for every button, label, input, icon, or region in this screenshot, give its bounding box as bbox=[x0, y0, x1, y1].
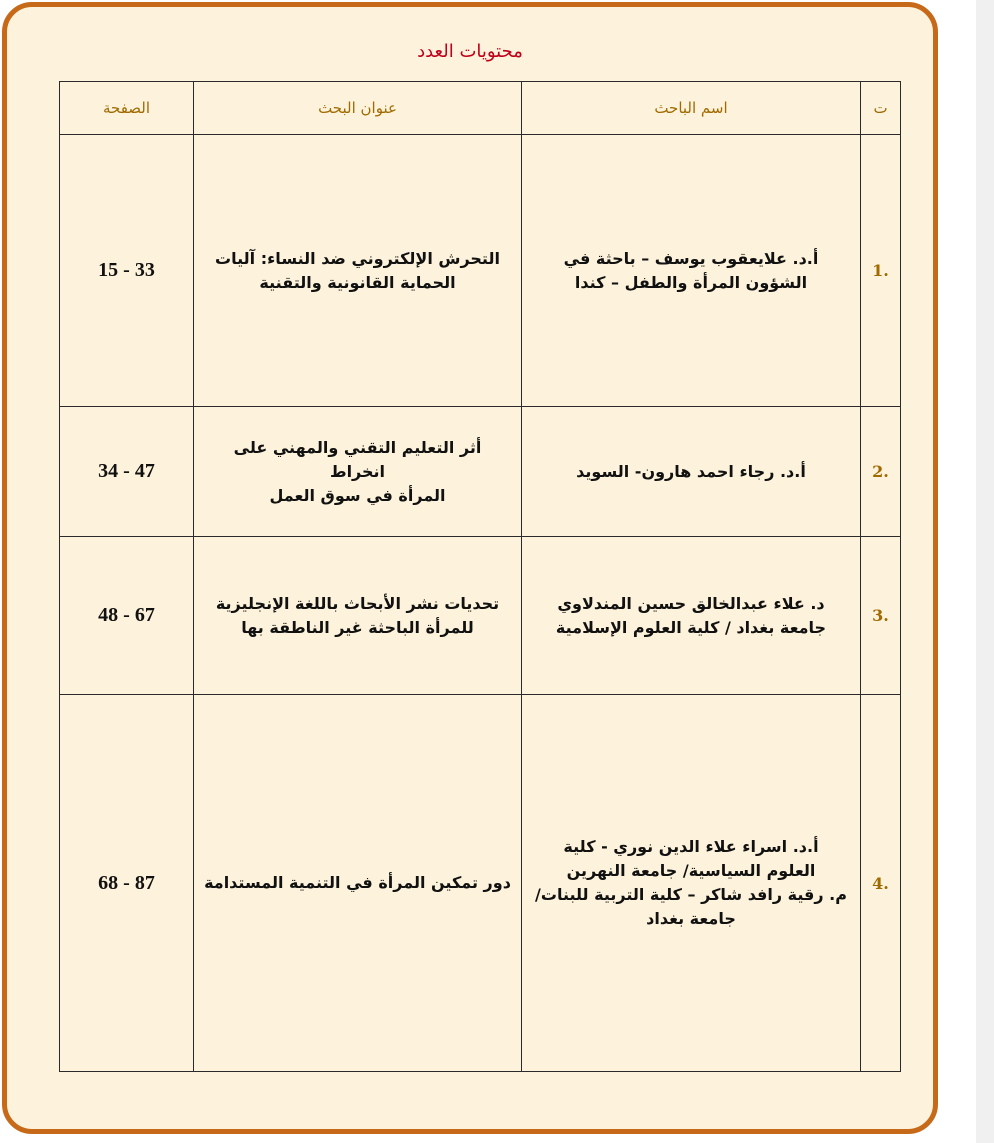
research-title bbox=[194, 695, 522, 1072]
researcher-name bbox=[522, 135, 861, 407]
title-line: المرأة في سوق العمل bbox=[269, 485, 446, 505]
header-num: ت bbox=[861, 82, 901, 135]
researcher-line: أ.د. علايعقوب يوسف – باحثة في bbox=[563, 248, 819, 268]
researcher-line: جامعة بغداد bbox=[646, 909, 736, 928]
research-title bbox=[194, 407, 522, 537]
header-pages: الصفحة bbox=[60, 82, 194, 135]
researcher-line: جامعة بغداد / كلية العلوم الإسلامية bbox=[555, 617, 827, 637]
table-row bbox=[60, 407, 901, 537]
researcher-line: د. علاء عبدالخالق حسين المندلاوي bbox=[557, 593, 825, 613]
researcher-name bbox=[522, 695, 861, 1072]
contents-table bbox=[59, 81, 901, 1072]
contents-frame bbox=[2, 2, 938, 1134]
header-researcher: اسم الباحث bbox=[522, 82, 861, 135]
title-line: دور تمكين المرأة في التنمية المستدامة bbox=[204, 873, 511, 892]
table-row bbox=[60, 695, 901, 1072]
title-line: أثر التعليم التقني والمهني على انخراط bbox=[233, 437, 482, 481]
page-range: 15 - 33 bbox=[60, 135, 194, 407]
researcher-line: أ.د. اسراء علاء الدين نوري - كلية bbox=[563, 837, 819, 856]
row-num: .2 bbox=[861, 407, 901, 537]
page-title: محتويات العدد bbox=[417, 41, 523, 62]
researcher-line: الشؤون المرأة والطفل – كندا bbox=[574, 272, 808, 292]
header-research-title: عنوان البحث bbox=[194, 82, 522, 135]
researcher-line: م. رقية رافد شاكر – كلية التربية للبنات/ bbox=[535, 885, 847, 904]
table-row bbox=[60, 135, 901, 407]
researcher-name bbox=[522, 407, 861, 537]
table-header-row bbox=[60, 82, 901, 135]
title-line: الحماية القانونية والتقنية bbox=[259, 272, 456, 292]
title-line: التحرش الإلكتروني ضد النساء: آليات bbox=[215, 248, 500, 268]
research-title bbox=[194, 135, 522, 407]
page-range: 68 - 87 bbox=[60, 695, 194, 1072]
title-line: تحديات نشر الأبحاث باللغة الإنجليزية bbox=[215, 593, 500, 613]
row-num: .4 bbox=[861, 695, 901, 1072]
page-range: 34 - 47 bbox=[60, 407, 194, 537]
page-range: 48 - 67 bbox=[60, 537, 194, 695]
research-title bbox=[194, 537, 522, 695]
researcher-line: أ.د. رجاء احمد هارون- السويد bbox=[576, 461, 806, 481]
title-line: للمرأة الباحثة غير الناطقة بها bbox=[241, 617, 474, 637]
researcher-line: العلوم السياسية/ جامعة النهرين bbox=[566, 861, 816, 880]
scrollbar-track[interactable] bbox=[976, 0, 994, 1143]
table-row bbox=[60, 537, 901, 695]
row-num: .3 bbox=[861, 537, 901, 695]
researcher-name bbox=[522, 537, 861, 695]
row-num: .1 bbox=[861, 135, 901, 407]
